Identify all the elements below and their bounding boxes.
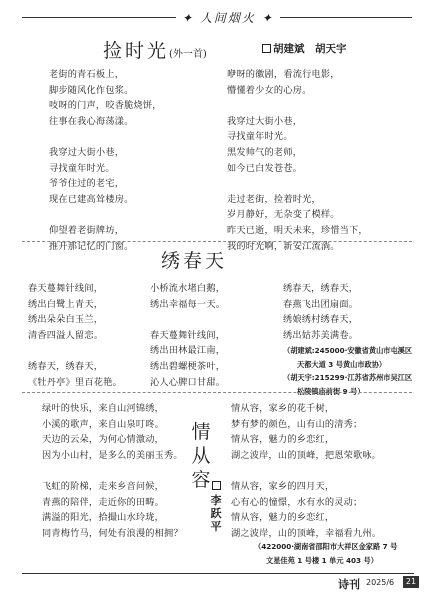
poem-line: [227, 176, 368, 192]
poem-line: [231, 463, 381, 479]
poem2-column-1: [28, 281, 122, 390]
poem-line: 岁月静好，无杂变了模样。: [227, 209, 340, 221]
poem-line: 绣出姑苏美满卷。: [283, 329, 359, 341]
poem3-author: 李 跃 平: [209, 481, 223, 533]
poem-line: 老街的青石板上，: [49, 69, 125, 80]
poem-line: 我穿过大街小巷，: [227, 115, 303, 127]
poem-line: 飞虹的阶梯，走来乡音问候，: [42, 480, 165, 492]
poem-line: 因为小山村，是多么的美丽玉秀。: [42, 449, 183, 461]
poem2-addresses: （胡建斌:245000·安徽省黄山市屯溪区 天都大道 3 号黄山市政协） （胡天宇:215299·江苏省苏州市吴江区 松陵镇庙前街 9 号）: [283, 346, 413, 396]
author-box-icon: [212, 481, 221, 490]
poem-line: 春燕飞出团扇面。: [283, 298, 359, 310]
poem-line: 湖之波岸，山的顶峰，把恩荣歌咏。: [231, 449, 382, 461]
poem-line: 梦有梦的颜色，山有山的清秀；: [231, 418, 363, 430]
poem-line: 绣出白鹭上青天，: [28, 298, 104, 310]
poem-line: 绣出碧螺梗茶叶，: [150, 360, 226, 372]
poem-line: 情从容，家乡的四月天，: [231, 480, 335, 492]
poem3-right-column: [231, 401, 381, 541]
poem-line: 《牡丹亭》里百花艳。: [28, 376, 122, 388]
poem-line: 吱呀的门声，咬香脆烧饼，: [49, 100, 162, 112]
poem-line: 天边的云朵，为何心情激动，: [42, 434, 165, 446]
poem-line: 绣娘绣村绣春天，: [283, 314, 359, 326]
poem3-title: 情 从 容: [191, 421, 211, 491]
poem-line: 推开那记忆的门窗。: [49, 240, 134, 252]
section-divider: [22, 392, 412, 393]
page-number: 21: [403, 576, 419, 588]
poem-line: 走过老街，捡着时光，: [227, 193, 321, 205]
poem-line: 心有心的憧憬，水有水的灵动；: [231, 496, 363, 508]
poem-line: 情从容，家乡的花千树，: [231, 403, 335, 414]
issue-date: 2025/6: [366, 578, 395, 587]
poem2-column-3: [283, 281, 358, 343]
footer-rule: [22, 573, 414, 574]
poem-line: [49, 129, 162, 145]
poem-line: 黑发帅气的老师，: [227, 146, 303, 158]
poem-line: 我的时光啊，新安江流淌。: [227, 240, 340, 252]
poem1-right-column: [227, 67, 368, 254]
poem-line: 绣春天，绣春天，: [28, 360, 104, 372]
poem-line: 情从容，魅力的乡恋红，: [231, 512, 335, 524]
poem-line: 如今已白发苍苍。: [227, 162, 303, 174]
poem-line: [227, 98, 368, 114]
poem3-left-column: [42, 401, 183, 541]
poem-line: 往事在我心海荡漾。: [49, 115, 134, 127]
poem-line: 春天蔓舞针线间，: [28, 283, 104, 294]
poem-line: 仰望着老街牌坊，: [49, 224, 125, 236]
poem-line: 寻找童年时光。: [227, 131, 293, 143]
poem-line: 脚步随风化作包浆。: [49, 84, 134, 96]
poem2-column-2: [150, 281, 225, 390]
section-divider: [22, 241, 412, 242]
poem-line: 我穿过大街小巷，: [49, 146, 125, 158]
poem-line: 小溪的歌声，来自山泉叮咚。: [42, 418, 165, 430]
poem-line: 爷爷住过的老宅，: [49, 178, 125, 190]
poem-line: 绣出幸福每一天。: [150, 298, 226, 310]
poem-line: 寻找童年时光。: [49, 162, 115, 174]
poem-line: 情从容，魅力的乡恋红，: [231, 434, 335, 446]
poem-line: [150, 312, 225, 328]
poem-line: 懵懂着少女的心房。: [227, 84, 312, 96]
poem1-title: 捡时光(外一首): [103, 40, 207, 62]
poem-line: 沁人心脾口甘甜。: [150, 376, 226, 388]
poem-line: 青燕的陪伴，走近你的田畴。: [42, 496, 165, 508]
poem-line: 绣出田林最江南，: [150, 345, 226, 357]
poem-line: 清香四溢人留恋。: [28, 329, 104, 341]
poem1-author: 胡建斌 胡天宇: [262, 41, 347, 56]
sparkle-icon: ✦: [182, 11, 195, 25]
poem-line: [49, 207, 162, 223]
poem-line: 绿叶的快乐，来自山河锦绣，: [42, 403, 165, 414]
sparkle-icon: ✦: [261, 11, 274, 25]
poem-line: 绣春天，绣春天，: [283, 283, 359, 294]
poem-line: 湖之波岸，山的顶峰，幸福看九州。: [231, 527, 382, 539]
poem-line: 春天蔓舞针线间，: [150, 329, 226, 341]
poem-line: 同青梅竹马，何处有浪漫的相拥？: [42, 527, 183, 539]
column-title: ✦ 人间烟火 ✦: [176, 9, 280, 26]
poem-line: 现在已建高耸楼房。: [49, 193, 134, 205]
author-box-icon: [262, 44, 271, 53]
poem-line: [42, 463, 183, 479]
poem-line: 小桥流水堵白鹅，: [150, 283, 226, 294]
poem-line: 满溢的阳光，拾撮山水玲珑，: [42, 512, 165, 524]
poem2-title: 绣春天: [161, 250, 228, 272]
poem1-left-column: [49, 67, 162, 254]
poem-line: [28, 343, 122, 359]
magazine-brand: 诗刊: [338, 578, 360, 591]
poem-line: 昨天已逝，明天未来，珍惜当下，: [227, 224, 368, 236]
poem-line: 绣出朵朵白玉兰，: [28, 314, 104, 326]
poem-line: 咿呀的徽剧，看流行电影，: [227, 69, 340, 80]
poem3-addresses: （422000·湖南省邵阳市大祥区金家路 7 号 文星佳苑 1 号楼 1 单元 403 号）: [254, 542, 398, 565]
